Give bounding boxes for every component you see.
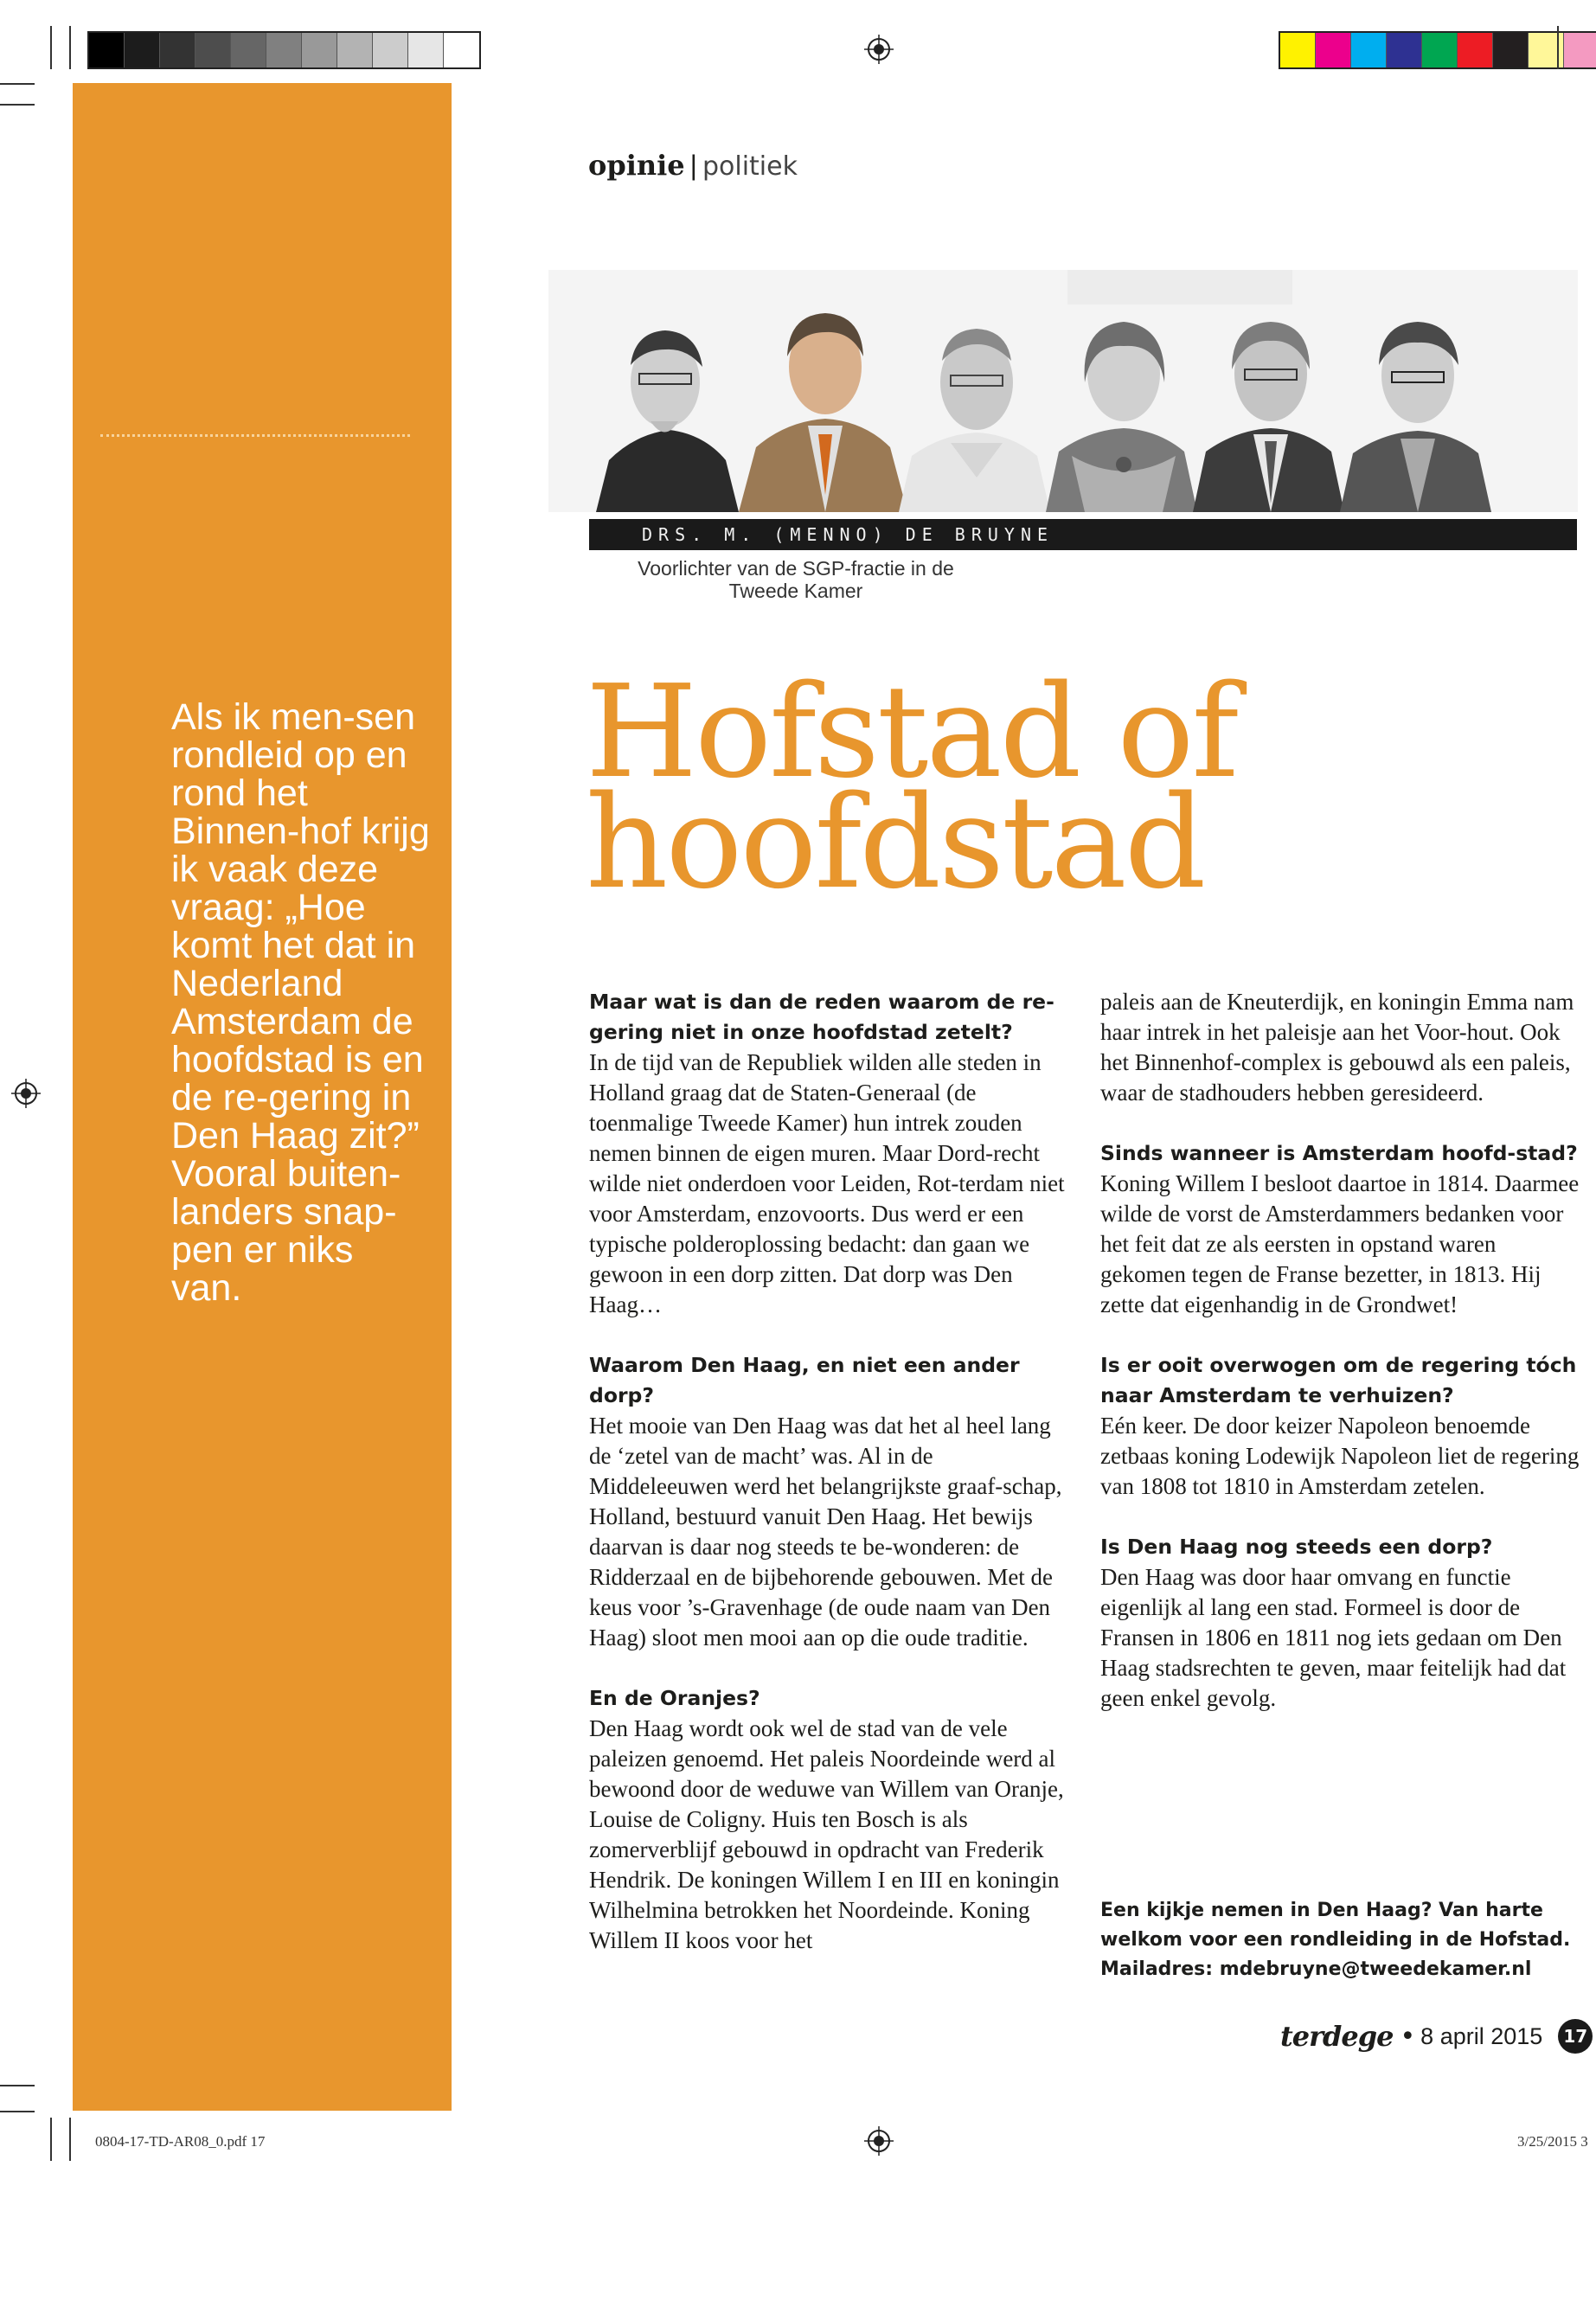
caption-line: Tweede Kamer [728,580,863,602]
pull-quote: Als ik men-sen rondleid op en rond het Binnen-hof krijg ik vaak deze vraag: „Hoe komt het dat in Nederland Amsterdam de hoofdstad is en de re-gering in Den Haag zit?” Vooral buiten-landers snap-pen er niks van. [171,696,430,1309]
article-question: En de Oranjes? [589,1686,760,1710]
calibration-swatch [1564,33,1596,67]
calibration-swatch [444,33,479,67]
calibration-swatch [302,33,337,67]
columnist-name-bar [589,519,1577,550]
headline-line: Hofstad of [586,657,1237,806]
crop-mark [1557,26,1559,69]
article-headline [586,657,1537,917]
caption-line: Voorlichter van de SGP-fractie in de [638,557,954,580]
calibration-swatch [1387,33,1422,67]
article-question: Is Den Haag nog steeds een dorp? [1100,1535,1493,1559]
columnist-caption [623,557,969,602]
crop-mark [69,26,71,69]
calibration-swatch [160,33,195,67]
article-answer: Eén keer. De door keizer Napoleon benoemde zetbaas koning Lodewijk Napoleon liet de regering van 1808 tot 1810 in Amsterdam zetelen. [1100,1413,1580,1499]
calibration-swatch [89,33,125,67]
crop-mark [0,2085,35,2086]
article-question: Sinds wanneer is Amsterdam hoofd-stad? [1100,1141,1578,1165]
calibration-swatch [231,33,266,67]
article-answer: Den Haag was door haar omvang en functie eigenlijk al lang een stad. Formeel is door de Fransen in 1806 en 1811 nog iets gedaan om Den Haag stadsrechten te geven, maar feitelijk had dat geen enkel gevolg. [1100,1564,1567,1711]
page-footer [1280,2017,1593,2055]
calibration-swatch [1493,33,1529,67]
article-column-right [1100,987,1585,1714]
calibration-swatch [266,33,302,67]
page-number: 17 [1558,2019,1593,2054]
footer-bullet: • [1400,2021,1416,2052]
calibration-swatch [408,33,444,67]
slug-filename: 0804-17-TD-AR08_0.pdf 17 [95,2133,266,2150]
registration-mark-icon [864,2126,894,2156]
crop-mark [0,2111,35,2112]
article-answer: Het mooie van Den Haag was dat het al heel lang de ‘zetel van de macht’ was. Al in de Middeleeuwen werd het belangrijkste graaf-schap, Holland, bestuurd vanuit Den Haag. Het bewijs daarvan is daar nog steeds te be-wonderen: de Ridderzaal en de bijbehorende gebouwen. Met de keus voor ’s-Gravenhage (de oude naam van Den Haag) sloot men mooi aan op die oude traditie. [589,1413,1062,1650]
slug-timestamp: 3/25/2015 3 [1517,2133,1588,2150]
article-question: Waarom Den Haag, en niet een ander dorp? [589,1353,1020,1407]
crop-mark [50,26,52,69]
section-name: opinie [588,149,685,182]
article-question: Maar wat is dan de reden waarom de re-gering niet in onze hoofdstad zetelt? [589,990,1054,1044]
article-answer: Koning Willem I besloot daartoe in 1814. Daarmee wilde de vorst de Amsterdammers bedanken voor het feit dat ze als eersten in opstand waren gekomen tegen de Franse bezetter, in 1813. Hij zette dat eigenhandig in de Grondwet! [1100,1170,1580,1317]
grayscale-calibration-bar [87,31,481,69]
article-answer: In de tijd van de Republiek wilden alle steden in Holland graag dat de Staten-Generaal (de toenmalige Tweede Kamer) hun intrek zouden nemen binnen de eigen muren. Maar Dord-recht wilde niet onderdoen voor Leiden, Rot-terdam niet voor Amsterdam, enzovoorts. Dus werd er een typische polderoplossing bedacht: dan gaan we gewoon in een dorp zitten. Dat dorp was Den Haag… [589,1049,1065,1317]
section-label [588,149,798,182]
sidebar-dotted-rule [100,434,410,437]
magazine-logo: terdege [1280,2020,1394,2053]
calibration-swatch [125,33,160,67]
crop-mark [50,2118,52,2161]
article-question: Is er ooit overwogen om de regering tóch naar Amsterdam te verhuizen? [1100,1353,1577,1407]
article-column-left [589,987,1065,1956]
crop-mark [0,104,35,106]
closing-note: Een kijkje nemen in Den Haag? Van harte welkom voor een rondleiding in de Hofstad. Mailadres: mdebruyne@tweedekamer.nl [1100,1900,1571,1980]
registration-mark-icon [864,35,894,64]
color-calibration-bar [1279,31,1596,69]
crop-mark [69,2118,71,2161]
calibration-swatch [1458,33,1493,67]
section-separator: | [689,150,697,181]
calibration-swatch [1280,33,1316,67]
columnist-name: DRS. M. (MENNO) DE BRUYNE [642,524,1054,545]
crop-mark [0,83,35,85]
registration-mark-icon [11,1079,41,1108]
article-answer-continued: paleis aan de Kneuterdijk, en koningin Emma nam haar intrek in het paleisje aan het Voor-hout. Ook het Binnenhof-complex is gebouwd als een paleis, waar de stadhouders hebben geresideerd. [1100,989,1574,1106]
calibration-swatch [337,33,373,67]
headline-line: hoofdstad [586,768,1204,917]
columnists-photo [548,270,1578,512]
calibration-swatch [1351,33,1387,67]
calibration-swatch [1316,33,1351,67]
calibration-swatch [1422,33,1458,67]
calibration-swatch [195,33,231,67]
subsection-name: politiek [702,151,798,182]
issue-date: 8 april 2015 [1420,2022,1543,2049]
calibration-swatch [373,33,408,67]
article-answer: Den Haag wordt ook wel de stad van de vele paleizen genoemd. Het paleis Noordeinde werd al bewoond door de weduwe van Willem van Oranje, Louise de Coligny. Huis ten Bosch is als zomerverblijf gebouwd in opdracht van Frederik Hendrik. De koningen Willem I en III en koningin Wilhelmina betrokken het Noordeinde. Koning Willem II koos voor het [589,1715,1064,1953]
